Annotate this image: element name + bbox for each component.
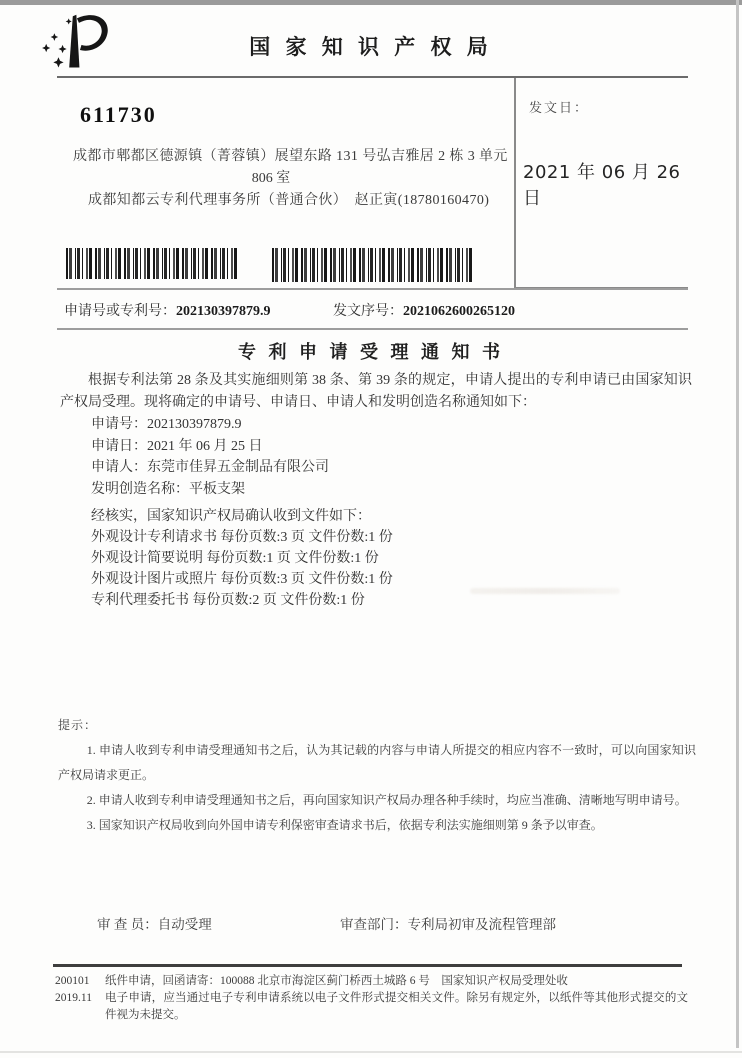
application-number-value: 202130397879.9: [176, 304, 271, 319]
received-doc-item: 专利代理委托书 每份页数:2 页 文件份数:1 份: [91, 593, 365, 608]
footer-form-code: 200101: [55, 975, 90, 987]
barcode-left: [66, 248, 238, 279]
footer-electronic-instructions: 电子申请，应当通过电子专利申请系统以电子文件形式提交相关文件。除另有规定外，以纸件等其他形式提交的文件视为未提交。: [105, 992, 688, 1021]
serial-number-group: [333, 300, 515, 320]
footer-row-paper: [55, 973, 688, 990]
issue-date-value: 2021 年 06 月 26 日: [523, 162, 681, 209]
footer-rule: [53, 964, 682, 967]
note-item-3: 3. 国家知识产权局收到向外国申请专利保密审查请求书后，依据专利法实施细则第 9 条予以审查。: [86, 818, 603, 832]
department-line: [340, 913, 556, 933]
detail-invention-title: 发明创造名称：平板支架: [91, 481, 245, 497]
scan-edge-bottom: [0, 1051, 742, 1053]
serial-number-label: 发文序号：: [333, 304, 403, 319]
examiner-line: [97, 913, 212, 933]
examiner-label: 审 查 员：: [97, 917, 158, 932]
issue-date-label: 发文日：: [529, 100, 590, 115]
department-value: 专利局初审及流程管理部: [407, 917, 556, 932]
detail-filing-date: 申请日：2021 年 06 月 25 日: [91, 438, 263, 454]
application-number-group: [64, 300, 271, 320]
divider-below-numbers: [57, 328, 688, 330]
detail-application-no: 申请号：202130397879.9: [91, 417, 242, 432]
received-doc-item: 外观设计简要说明 每份页数:1 页 文件份数:1 份: [91, 551, 379, 566]
recipient-postal-code: 611730: [80, 102, 157, 127]
divider-above-numbers: [57, 288, 688, 290]
scan-edge-right: [736, 0, 739, 1048]
recipient-address-line1: 成都市郫都区德源镇（菁蓉镇）展望东路 131 号弘吉雅居 2 栋 3 单元: [73, 149, 508, 164]
notes-label: 提示：: [58, 718, 98, 732]
document-title: 专 利 申 请 受 理 通 知 书: [238, 342, 504, 362]
recipient-agency-line: 成都知都云专利代理事务所（普通合伙） 赵正寅(18780160470): [88, 193, 490, 208]
received-doc-item: 外观设计图片或照片 每份页数:3 页 文件份数:1 份: [91, 572, 393, 587]
intro-paragraph: 根据专利法第 28 条及其实施细则第 38 条、第 39 条的规定，申请人提出的专利申请已由国家知识产权局受理。现将确定的申请号、申请日、申请人和发明创造名称通知如下：: [60, 373, 692, 410]
notes-section: [58, 716, 696, 838]
scan-edge-top: [0, 0, 742, 5]
examiner-value: 自动受理: [157, 917, 212, 932]
application-number-label: 申请号或专利号：: [64, 304, 176, 319]
note-item-1: 1. 申请人收到专利申请受理通知书之后，认为其记载的内容与申请人所提交的相应内容不一致时，可以向国家知识产权局请求更正。: [58, 743, 696, 782]
department-label: 审查部门：: [340, 917, 408, 932]
footer-version-code: 2019.11: [55, 992, 92, 1004]
received-doc-item: 外观设计专利请求书 每份页数:3 页 文件份数:1 份: [91, 530, 393, 545]
detail-applicant: 申请人：东莞市佳昇五金制品有限公司: [91, 460, 329, 475]
received-documents: [91, 506, 393, 611]
received-intro: 经核实，国家知识产权局确认收到文件如下：: [91, 509, 371, 524]
office-name: 国 家 知 识 产 权 局: [249, 35, 493, 59]
serial-number-value: 2021062600265120: [403, 304, 515, 319]
footer-paper-instructions: 纸件申请，回函请寄：100088 北京市海淀区蓟门桥西土城路 6 号 国家知识产权局受理处收: [105, 975, 568, 987]
note-item-2: 2. 申请人收到专利申请受理通知书之后，再向国家知识产权局办理各种手续时，均应当准确、清晰地写明申请号。: [86, 793, 687, 807]
scan-artifact: [470, 588, 620, 594]
footer-row-electronic: [55, 990, 688, 1024]
footer: [55, 973, 688, 1024]
application-details: [91, 414, 329, 500]
issue-date-box: [514, 78, 688, 289]
barcode-right: [272, 248, 473, 282]
recipient-address-line2: 806 室: [251, 171, 291, 186]
